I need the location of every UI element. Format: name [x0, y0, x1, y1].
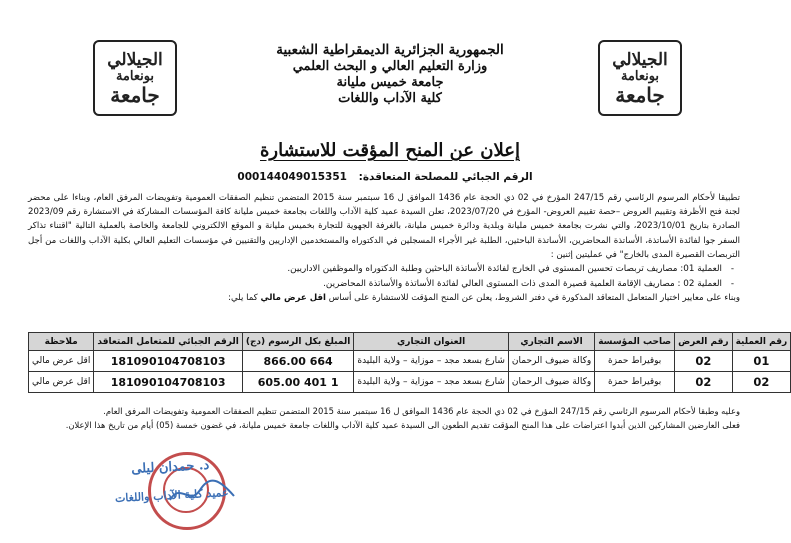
fiscal-label: الرقم الجبائي للمصلحة المتعاقدة:	[358, 171, 533, 183]
cell-owner: بوقيراط حمزة	[595, 351, 675, 372]
appeal-paragraph: فعلى العارضين المشاركين الذين أبدوا اعتراضات على هذا المنح المؤقت تقديم الطعون الى السيدة عميد كلية الآداب واللغات جامعة خميس مليانة، في غضون خمسة (05) أيام من تاريخ هذا الإعلان.	[65, 420, 740, 430]
cell-trade-name: وكالة ضيوف الرحمان	[508, 372, 594, 393]
criteria-suffix: كما يلي:	[228, 293, 258, 304]
cell-fiscal: 181090104708103	[94, 351, 242, 372]
cell-fiscal: 181090104708103	[94, 372, 242, 393]
operations-list	[28, 262, 740, 291]
cell-operation: 02	[732, 372, 791, 393]
fiscal-number-line	[230, 171, 540, 183]
table-header-row	[29, 333, 791, 351]
signatory-role: عميد كلية الآداب واللغات	[114, 486, 229, 505]
cell-note: اقل عرض مالي	[29, 351, 94, 372]
university-name: جامعة خميس مليانة	[336, 75, 444, 90]
cell-address: شارع بسعد مجد – موزاية – ولاية البليدة	[354, 372, 509, 393]
criteria-bold: اقل عرض مالي	[260, 293, 326, 304]
fiscal-number: 000144049015351	[237, 171, 347, 183]
cell-address: شارع بسعد مجد – موزاية – ولاية البليدة	[354, 351, 509, 372]
university-logo-right	[598, 40, 682, 116]
col-note: ملاحظة	[29, 333, 94, 351]
cell-owner: بوقيراط حمزة	[595, 372, 675, 393]
cell-amount: 1 401 605.00	[242, 372, 354, 393]
col-offer-number: رقم العرض	[675, 333, 733, 351]
ministry-name: وزارة التعليم العالي و البحث العلمي	[292, 59, 488, 74]
legal-reference-paragraph: وعليه وطبقا لأحكام المرسوم الرئاسي رقم 247/15 المؤرخ في 02 ذي الحجة عام 1436 الموافق ل 16 سبتمبر سنة 2015 المتضمن تنظيم الصفقات العمومية وتفويضات المرفق العام.	[103, 406, 740, 416]
table-row	[29, 372, 791, 393]
table-row	[29, 351, 791, 372]
col-trade-name: الاسم التجاري	[508, 333, 594, 351]
logo-line-2: بونعامة	[115, 68, 155, 84]
criteria-paragraph	[28, 291, 740, 305]
announcement-body	[28, 191, 740, 305]
cell-note: اقل عرض مالي	[29, 372, 94, 393]
operation-2: - العملية 02 : مصاريف الإقامة العلمية قصيرة المدى ذات المستوى العالي لفائدة الأساتذة والأساتذة المحاضرين.	[28, 277, 722, 292]
letterhead	[190, 42, 590, 107]
logo-line-1: الجيلالي	[107, 49, 163, 70]
signatory-name: د. حمدان ليلى	[130, 457, 210, 478]
logo-line-3: جامعة	[615, 82, 665, 107]
col-operation-number: رقم العملية	[732, 333, 791, 351]
cell-offer: 02	[675, 351, 733, 372]
col-amount: المبلغ بكل الرسوم (دج)	[242, 333, 354, 351]
document-title: إعلان عن المنح المؤقت للاستشارة	[259, 140, 521, 161]
logo-line-2: بونعامة	[620, 68, 660, 84]
cell-trade-name: وكالة ضيوف الرحمان	[508, 351, 594, 372]
faculty-name: كلية الآداب واللغات	[338, 91, 442, 106]
col-owner: صاحب المؤسسة	[595, 333, 675, 351]
criteria-prefix: وبناء على معايير اختيار المتعامل المتعاقد المذكورة في دفتر الشروط، يعلن عن المنح المؤقت للاستشارة على أساس	[328, 293, 740, 304]
award-table	[28, 332, 791, 393]
closing-text	[28, 404, 740, 432]
intro-paragraph: تطبيقا لأحكام المرسوم الرئاسي رقم 247/15 المؤرخ في 02 ذي الحجة عام 1436 الموافق ل 16 سبتمبر سنة 2015 المتضمن تنظيم الصفقات العمومية وتفويضات المرفق العام، وبناءا على محضر لجنة فتح الأظرفة وتقييم العروض –حصة تقييم العروض- المؤرخ في 2023/07/20، تعلن السيدة عميد كلية الآداب واللغات بجامعة خميس مليانة كافة المؤسسات المشاركة في الاستشارة رقم 2023/09 الصادرة بتاريخ 2023/10/01، والتي نشرت بجامعة خميس مليانة وبلدية ودائرة خميس مليانة، بالغرفة الجهوية للتجارة بخميس مليانة و الموقع الالكتروني للجامعة والخاصة بالعملية التالية "اقتناء تذاكر السفر جوا لفائدة الأساتذة، الأساتذة المحاضرين، الأساتذة الباحثين، الطلبة غير الأجراء المسجلين في الدكتوراه والمستخدمين الإداريين والتقنيين في مؤسسات التعليم العالي بكلية الآداب واللغات من أجل التربصات القصيرة المدى بالخارج" في عمليتين إثنين :	[28, 193, 740, 260]
col-address: العنوان التجاري	[354, 333, 509, 351]
cell-amount: 664 866.00	[242, 351, 354, 372]
cell-operation: 01	[732, 351, 791, 372]
logo-line-1: الجيلالي	[612, 49, 668, 70]
cell-offer: 02	[675, 372, 733, 393]
university-logo-left	[93, 40, 177, 116]
operation-1: - العملية 01: مصاريف تربصات تحسين المستوى في الخارج لفائدة الأساتذة الباحثين وطلبة الدكتوراه والموظفين الاداريين.	[28, 262, 722, 277]
logo-line-3: جامعة	[110, 82, 160, 107]
signature-block	[95, 456, 247, 506]
col-contractor-fiscal: الرقم الجبائي للمتعامل المتعاقد	[94, 333, 242, 351]
republic-name: الجمهورية الجزائرية الديمقراطية الشعبية	[276, 42, 504, 58]
